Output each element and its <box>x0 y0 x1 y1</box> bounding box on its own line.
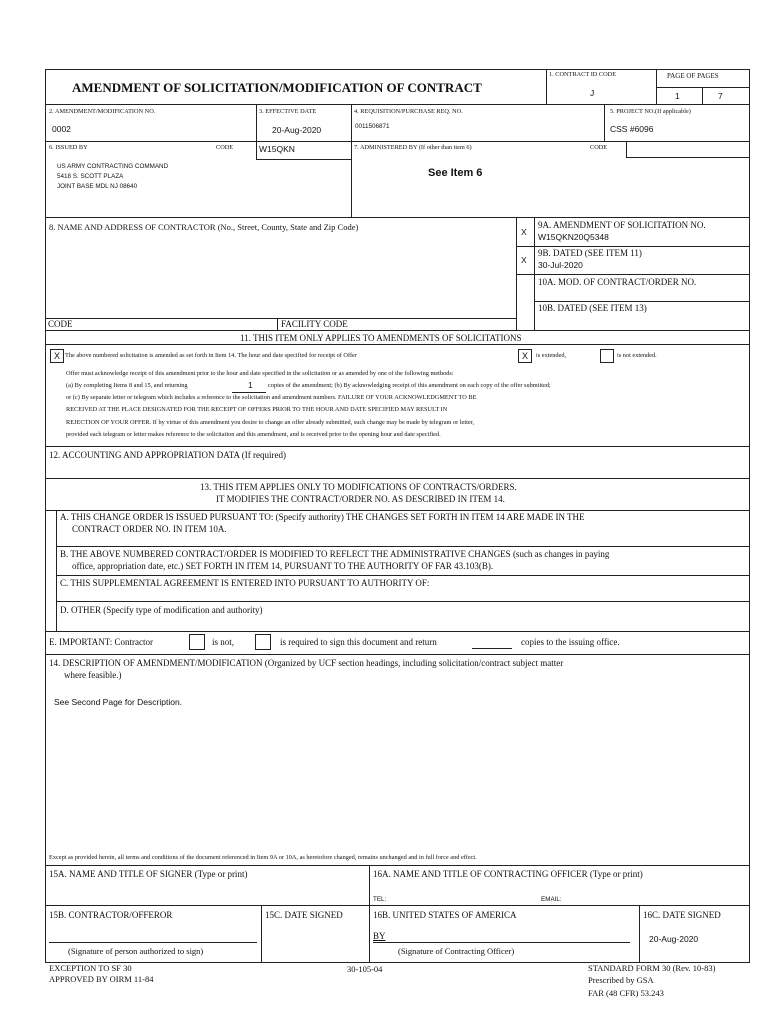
copies-label: copies to the issuing office. <box>521 637 620 647</box>
officer-date-signed-label: 16C. DATE SIGNED <box>643 910 721 920</box>
requisition-no: 0011506871 <box>355 123 390 130</box>
copies-return-blank <box>472 648 512 649</box>
item-11-text-line: or (c) By separate letter or telegram which includes a reference to the solicitation and amendment numbers. FAILURE OF YOUR ACKNOWLEDGMENT TO BE <box>66 394 477 401</box>
amendment-no: 0002 <box>52 124 71 134</box>
signer-name-label: 15A. NAME AND TITLE OF SIGNER (Type or print) <box>49 869 248 879</box>
issued-by-address-line: US ARMY CONTRACTING COMMAND <box>57 163 169 170</box>
rule <box>45 141 749 142</box>
item-11-text-line: (a) By completing Items 8 and 15, and returning <box>66 382 188 389</box>
page-of-pages-label: PAGE OF PAGES <box>667 72 719 80</box>
page-count: 7 <box>718 91 723 101</box>
contractor-signature-line <box>49 942 257 943</box>
item-11-text-line: RECEIVED AT THE PLACE DESIGNATED FOR THE RECEIPT OF OFFERS PRIOR TO THE HOUR AND DATE SPECIFIED MAY RESULT IN <box>66 406 448 413</box>
rule <box>45 446 749 447</box>
email-label: EMAIL: <box>541 896 562 903</box>
footer-approved-by: APPROVED BY OIRM 11-84 <box>49 974 154 984</box>
issued-by-code: W15QKN <box>259 144 295 154</box>
item-9b: 30-Jul-2020 <box>538 260 583 270</box>
contract-id-code-label: 1. CONTRACT ID CODE <box>549 71 617 78</box>
copies-blank <box>232 392 266 393</box>
item-14-label: where feasible.) <box>64 670 122 680</box>
rule <box>351 104 352 217</box>
contractor-is-required-checkbox[interactable] <box>255 634 271 650</box>
amendment-no-label: 2. AMENDMENT/MODIFICATION NO. <box>49 108 156 115</box>
rule <box>45 104 749 105</box>
rule <box>45 330 749 331</box>
not-extended-label: is not extended. <box>617 352 657 359</box>
officer-date-signed: 20-Aug-2020 <box>649 934 699 944</box>
effective-date-label: 3. EFFECTIVE DATE <box>259 108 317 115</box>
description-text: See Second Page for Description. <box>54 697 183 707</box>
effective-date: 20-Aug-2020 <box>272 125 322 135</box>
important-label: E. IMPORTANT: Contractor <box>49 637 154 647</box>
tel-label: TEL: <box>373 896 387 903</box>
rule <box>56 510 57 631</box>
item-12-label: 12. ACCOUNTING AND APPROPRIATION DATA (If required) <box>49 450 287 460</box>
item-11-text-line: copies of the amendment; (b) By acknowledging receipt of this amendment on each copy of the offer submitted; <box>268 382 551 389</box>
rule <box>534 301 749 302</box>
rule <box>516 246 749 247</box>
amended-checkbox[interactable]: X <box>50 349 64 363</box>
rule <box>639 905 640 962</box>
item-13-subheader: IT MODIFIES THE CONTRACT/ORDER NO. AS DESCRIBED IN ITEM 14. <box>216 494 505 504</box>
rule <box>45 69 749 70</box>
footer-far-reference: FAR (48 CFR) 53.243 <box>588 988 664 998</box>
rule <box>626 141 627 157</box>
administered-by-label: 7. ADMINISTERED BY (If other than item 6) <box>354 144 472 151</box>
footer-exception: EXCEPTION TO SF 30 <box>49 963 132 973</box>
terms-statement: Except as provided herein, all terms and conditions of the document referenced in Item 9A or 10A, as heretofore changed, remains unchanged and in full force and effect. <box>49 854 477 861</box>
page-number: 1 <box>675 91 680 101</box>
rule <box>256 104 257 159</box>
administered-by-code-label: CODE <box>590 144 608 151</box>
item-13d-text: D. OTHER (Specify type of modification and authority) <box>60 605 263 615</box>
extended-label: is extended, <box>536 352 567 359</box>
item-10a-label: 10A. MOD. OF CONTRACT/ORDER NO. <box>538 277 697 287</box>
contract-id-code: J <box>590 88 595 98</box>
contractor-code-label: CODE <box>48 319 73 329</box>
item-13-header: 13. THIS ITEM APPLIES ONLY TO MODIFICATIONS OF CONTRACTS/ORDERS. <box>200 482 517 492</box>
contractor-label: 8. NAME AND ADDRESS OF CONTRACTOR (No., Street, County, State and Zip Code) <box>49 222 359 232</box>
rule <box>516 274 749 275</box>
is-not-label: is not, <box>212 637 235 647</box>
footer-form-code: 30-105-04 <box>347 964 383 974</box>
extended-checkbox[interactable]: X <box>518 349 532 363</box>
facility-code-label: FACILITY CODE <box>281 319 348 329</box>
form-title: AMENDMENT OF SOLICITATION/MODIFICATION OF CONTRACT <box>72 80 482 95</box>
requisition-label: 4. REQUISITION/PURCHASE REQ. NO. <box>354 108 463 115</box>
project-no: CSS #6096 <box>610 124 654 134</box>
contracting-officer-name-label: 16A. NAME AND TITLE OF CONTRACTING OFFICER (Type or print) <box>373 869 643 879</box>
item-9a: W15QKN20Q5348 <box>538 232 609 242</box>
rule <box>56 575 749 576</box>
issued-by-label: 6. ISSUED BY <box>49 144 88 151</box>
rule <box>702 87 703 104</box>
officer-signature-line <box>373 942 630 943</box>
by-label: BY <box>373 931 386 941</box>
item-14-label: 14. DESCRIPTION OF AMENDMENT/MODIFICATION (Organized by UCF section headings, including solicitation/contract subject matter <box>49 658 564 668</box>
item-13c-text: C. THIS SUPPLEMENTAL AGREEMENT IS ENTERED INTO PURSUANT TO AUTHORITY OF: <box>60 578 430 588</box>
item-11-text-line: REJECTION OF YOUR OFFER. If by virtue of this amendment you desire to change an offer already submitted, such change may be made by telegram or letter, <box>66 419 475 426</box>
administered-by: See Item 6 <box>428 167 483 179</box>
rule <box>56 601 749 602</box>
not-extended-checkbox[interactable] <box>600 349 614 363</box>
footer-standard-form: STANDARD FORM 30 (Rev. 10-83) <box>588 963 716 973</box>
footer-prescribed-by: Prescribed by GSA <box>588 975 654 985</box>
rule <box>45 865 749 866</box>
rule <box>45 510 749 511</box>
rule <box>45 344 749 345</box>
rule <box>45 905 749 906</box>
item-13a-text: CONTRACT ORDER NO. IN ITEM 10A. <box>72 524 227 534</box>
issued-by-code-label: CODE <box>216 144 234 151</box>
item-11-text-line: provided each telegram or letter makes reference to the solicitation and this amendment, and is received prior to the opening hour and date specified. <box>66 431 441 438</box>
rule <box>256 159 351 160</box>
officer-signature-caption: (Signature of Contracting Officer) <box>398 946 515 956</box>
rule <box>626 157 749 158</box>
issued-by-address-line: 5418 S. SCOTT PLAZA <box>57 173 124 180</box>
united-states-label: 16B. UNITED STATES OF AMERICA <box>373 910 517 920</box>
rule <box>45 69 46 963</box>
item-13b-text: office, appropriation date, etc.) SET FORTH IN ITEM 14, PURSUANT TO THE AUTHORITY OF FAR 43.103(B). <box>72 561 494 571</box>
rule <box>56 546 749 547</box>
item-9b-label: 9B. DATED (SEE ITEM 11) <box>538 248 642 258</box>
contractor-is-not-checkbox[interactable] <box>189 634 205 650</box>
check-9b: X <box>521 255 527 265</box>
rule <box>546 69 547 104</box>
item-11-text-line: Offer must acknowledge receipt of this amendment prior to the hour and date specified in the solicitation or as amended by one of the following methods: <box>66 370 454 377</box>
returned-copies: 1 <box>248 380 253 390</box>
contractor-date-signed-label: 15C. DATE SIGNED <box>265 910 343 920</box>
item-13a-text: A. THIS CHANGE ORDER IS ISSUED PURSUANT TO: (Specify authority) THE CHANGES SET FORTH IN ITEM 14 ARE MADE IN THE <box>60 512 585 522</box>
item-13b-text: B. THE ABOVE NUMBERED CONTRACT/ORDER IS MODIFIED TO REFLECT THE ADMINISTRATIVE CHANGES (such as changes in paying <box>60 549 610 559</box>
rule <box>369 865 370 962</box>
is-required-label: is required to sign this document and return <box>280 637 437 647</box>
rule <box>749 69 750 963</box>
rule <box>45 631 749 632</box>
rule <box>604 104 605 141</box>
contractor-offeror-label: 15B. CONTRACTOR/OFFEROR <box>49 910 173 920</box>
item-11-header: 11. THIS ITEM ONLY APPLIES TO AMENDMENTS OF SOLICITATIONS <box>240 333 522 343</box>
rule <box>277 318 278 330</box>
rule <box>45 478 749 479</box>
rule <box>45 217 749 218</box>
project-no-label: 5. PROJECT NO.(If applicable) <box>610 108 691 115</box>
amended-text: The above numbered solicitation is amended as set forth in Item 14. The hour and date specified for receipt of Offer <box>65 352 357 359</box>
item-10b-label: 10B. DATED (SEE ITEM 13) <box>538 303 647 313</box>
issued-by-address-line: JOINT BASE MDL NJ 08640 <box>57 183 138 190</box>
item-9a-label: 9A. AMENDMENT OF SOLICITATION NO. <box>538 220 706 230</box>
rule <box>45 654 749 655</box>
check-9a: X <box>521 227 527 237</box>
contractor-signature-caption: (Signature of person authorized to sign) <box>68 946 204 956</box>
rule <box>261 905 262 962</box>
